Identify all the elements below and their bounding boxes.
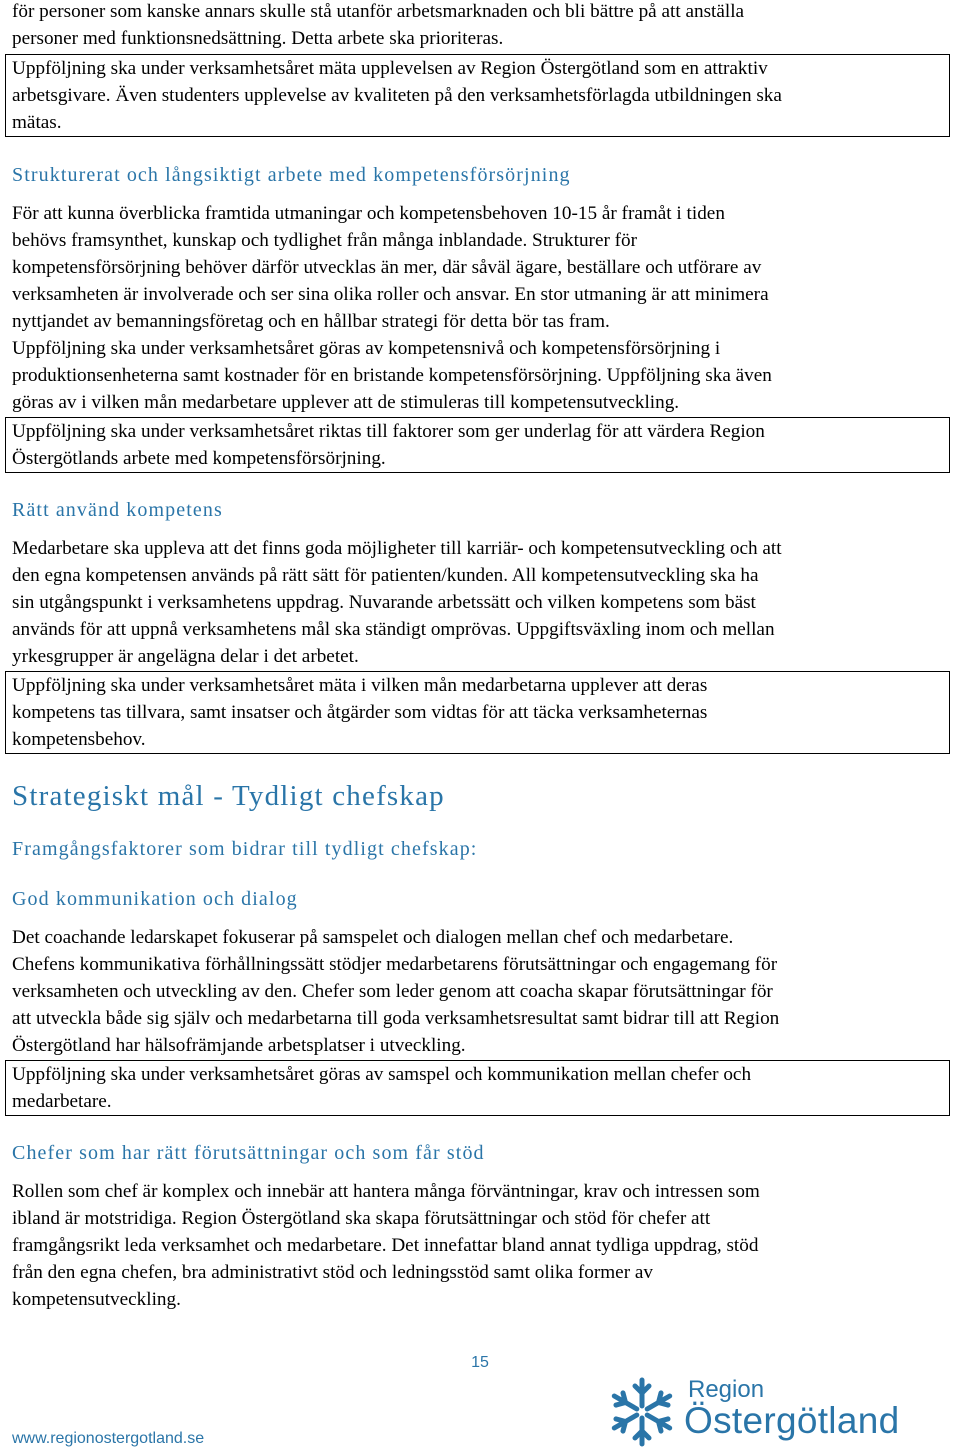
region-ostergotland-logo	[604, 1372, 904, 1452]
text-line: för personer som kanske annars skulle stå utanför arbetsmarknaden och bli bättre på att anställa	[12, 1, 745, 22]
ratt-followup-box	[5, 671, 950, 754]
text-line: från den egna chefen, bra administrativt stöd och ledningsstöd samt olika former av	[12, 1262, 653, 1283]
kommunikation-paragraph	[12, 924, 950, 1059]
text-line: Uppföljning ska under verksamhetsåret mäta upplevelsen av Region Östergötland som en attraktiv	[12, 58, 768, 79]
page-number: 15	[471, 1354, 489, 1371]
strategic-goal-title: Strategiskt mål - Tydligt chefskap	[12, 780, 445, 812]
chefer-paragraph	[12, 1178, 950, 1313]
text-line: verksamheten är involverade och ser sina olika roller och ansvar. En stor utmaning är att minimera	[12, 284, 769, 305]
text-line: produktionsenheterna samt kostnader för en bristande kompetensförsörjning. Uppföljning ska även	[12, 365, 772, 386]
kompetens-paragraph	[12, 200, 950, 416]
text-line: kompetensförsörjning behöver därför utvecklas än mer, där såväl ägare, beställare och utförare av	[12, 257, 762, 278]
kommunikation-followup-box	[5, 1060, 950, 1116]
heading-chefer-forutsattningar: Chefer som har rätt förutsättningar och som får stöd	[12, 1142, 485, 1164]
footer-url[interactable]: www.regionostergotland.se	[12, 1430, 205, 1447]
text-line: Östergötland har hälsofrämjande arbetsplatser i utveckling.	[12, 1035, 466, 1056]
text-line: göras av i vilken mån medarbetare upplever att de stimuleras till kompetensutveckling.	[12, 392, 680, 413]
text-line: Rollen som chef är komplex och innebär att hantera många förväntningar, krav och intressen som	[12, 1181, 760, 1202]
text-line: personer med funktionsnedsättning. Detta arbete ska prioriteras.	[12, 28, 504, 49]
text-line: den egna kompetensen används på rätt sätt för patienten/kunden. All kompetensutveckling ska ha	[12, 565, 759, 586]
text-line: Medarbetare ska uppleva att det finns goda möjligheter till karriär- och kompetensutveckling och att	[12, 538, 782, 559]
intro-paragraph	[12, 0, 950, 52]
text-line: framgångsrikt leda verksamhet och medarbetare. Det innefattar bland annat tydliga uppdrag, stöd	[12, 1235, 759, 1256]
text-line: nyttjandet av bemanningsföretag och en hållbar strategi för detta bör tas fram.	[12, 311, 610, 332]
heading-kompetensforsorjning: Strukturerat och långsiktigt arbete med kompetensförsörjning	[12, 164, 571, 186]
text-line: medarbetare.	[12, 1091, 112, 1112]
ratt-paragraph	[12, 535, 950, 670]
text-line: kompetensutveckling.	[12, 1289, 181, 1310]
text-line: Uppföljning ska under verksamhetsåret göras av kompetensnivå och kompetensförsörjning i	[12, 338, 721, 359]
kompetens-followup-box	[5, 417, 950, 473]
text-line: Uppföljning ska under verksamhetsåret mäta i vilken mån medarbetarna upplever att deras	[12, 675, 708, 696]
logo-text-region: Region	[688, 1376, 765, 1403]
snowflake-emblem-icon	[604, 1374, 680, 1450]
intro-followup-box	[5, 54, 950, 137]
text-line: ibland är motstridiga. Region Östergötland ska skapa förutsättningar och stöd för chefer att	[12, 1208, 711, 1229]
text-line: Uppföljning ska under verksamhetsåret riktas till faktorer som ger underlag för att värdera Region	[12, 421, 765, 442]
heading-god-kommunikation: God kommunikation och dialog	[12, 888, 298, 910]
heading-ratt-anvand-kompetens: Rätt använd kompetens	[12, 499, 223, 521]
text-line: kompetensbehov.	[12, 729, 146, 750]
text-line: att utveckla både sig själv och medarbetarna till goda verksamhetsresultat samt bidrar till att Region	[12, 1008, 780, 1029]
success-factors-subtitle: Framgångsfaktorer som bidrar till tydligt chefskap:	[12, 838, 478, 860]
text-line: För att kunna överblicka framtida utmaningar och kompetensbehoven 10-15 år framåt i tiden	[12, 203, 725, 224]
text-line: mätas.	[12, 112, 62, 133]
text-line: kompetens tas tillvara, samt insatser och åtgärder som vidtas för att täcka verksamheternas	[12, 702, 708, 723]
text-line: behövs framsynthet, kunskap och tydlighet från många inblandade. Strukturer för	[12, 230, 638, 251]
text-line: Östergötlands arbete med kompetensförsörjning.	[12, 448, 386, 469]
text-line: sin utgångspunkt i verksamhetens uppdrag. Nuvarande arbetssätt och vilken kompetens som bäst	[12, 592, 756, 613]
text-line: Uppföljning ska under verksamhetsåret göras av samspel och kommunikation mellan chefer och	[12, 1064, 752, 1085]
text-line: arbetsgivare. Även studenters upplevelse av kvaliteten på den verksamhetsförlagda utbildningen ska	[12, 85, 782, 106]
text-line: används för att uppnå verksamhetens mål ska ständigt omprövas. Uppgiftsväxling inom och mellan	[12, 619, 775, 640]
text-line: Chefens kommunikativa förhållningssätt stödjer medarbetarens förutsättningar och engagemang för	[12, 954, 778, 975]
text-line: yrkesgrupper är angelägna delar i det arbetet.	[12, 646, 359, 667]
logo-text-ostergotland: Östergötland	[684, 1400, 900, 1441]
text-line: Det coachande ledarskapet fokuserar på samspelet och dialogen mellan chef och medarbetare.	[12, 927, 734, 948]
text-line: verksamheten och utveckling av den. Chefer som leder genom att coacha skapar förutsättningar för	[12, 981, 773, 1002]
